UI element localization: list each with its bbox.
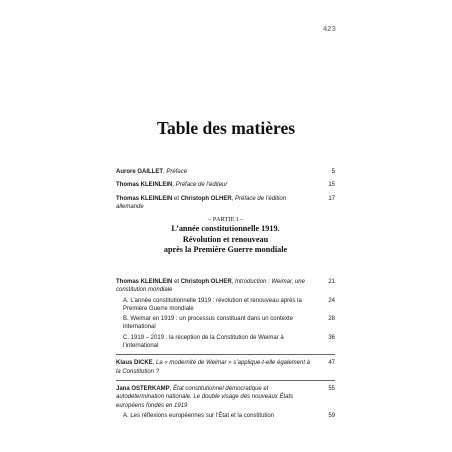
entry-page: 21 — [328, 279, 335, 285]
entry-separator: , — [169, 385, 174, 392]
entry-conjunction: et — [172, 279, 181, 285]
section-divider — [116, 380, 335, 381]
entry-author: Aurore GAILLET — [116, 169, 164, 175]
entry-separator: , — [163, 169, 167, 175]
toc-entry[interactable] — [116, 181, 335, 189]
toc-entry[interactable] — [116, 385, 335, 410]
subentry-text: A. Les réflexions européennes sur l’État et la constitution — [123, 412, 275, 419]
toc-entry[interactable] — [116, 359, 335, 376]
subentry-text: C. 1919 – 2019 : la réception de la Constitution de Weimar à l’international — [123, 334, 284, 350]
subentry-page: 28 — [328, 316, 335, 323]
part-label: – PARTIE I – — [207, 216, 244, 223]
page-number: 423 — [322, 24, 336, 33]
entry-conjunction: et — [172, 195, 181, 202]
entry-page: 15 — [328, 182, 335, 189]
entry-author: Klaus DICKE — [116, 360, 153, 367]
entry-separator: , — [172, 182, 176, 189]
entry-author-2: Christoph OLHER — [180, 279, 232, 285]
subentry-page: 24 — [328, 297, 335, 304]
subentry-page: 36 — [328, 334, 335, 341]
entry-page: 17 — [328, 195, 335, 202]
entry-separator: , — [231, 195, 236, 202]
entry-title: Introduction : Weimar, une constitution mondiale — [116, 279, 305, 294]
entry-title: Préface de l’édition allemande — [116, 195, 287, 210]
front-matter-list — [116, 168, 335, 211]
entry-title: État constitutionnel démocratique et autodétermination nationale. Le double visage des nouveaux États européens fondés en 1919 — [116, 385, 294, 409]
toc-entry[interactable] — [116, 195, 335, 212]
entry-author: Thomas KLEINLEIN — [116, 182, 173, 189]
entry-author: Jana OSTERKAMP — [116, 385, 170, 392]
entry-page: 47 — [328, 360, 335, 367]
entry-page: 55 — [328, 385, 335, 392]
part-heading — [116, 215, 335, 256]
entry-title: La « modernité de Weimar » s’applique-t-elle également à la Constitution ? — [116, 360, 311, 375]
toc-entry[interactable] — [116, 168, 335, 176]
part-title-line: L’année constitutionnelle 1919. — [171, 224, 280, 233]
toc-subentry[interactable] — [116, 412, 335, 420]
entry-separator: , — [231, 279, 236, 285]
part-title-line: après la Première Guerre mondiale — [163, 245, 288, 254]
toc-subentry[interactable] — [116, 334, 335, 351]
subentry-text: A. L’année constitutionnelle 1919 : révolution et renouveau après la Première Guerre mondiale — [123, 297, 302, 312]
entry-page: 5 — [331, 169, 335, 175]
entry-author: Thomas KLEINLEIN — [116, 195, 173, 202]
entry-title: Préface — [166, 169, 188, 175]
toc-entry[interactable] — [116, 278, 335, 295]
subentry-text: B. Weimar en 1919 : un processus constituant dans un contexte international — [123, 316, 293, 331]
entry-title: Préface de l’éditeur — [175, 182, 228, 189]
subentry-page: 59 — [328, 412, 335, 419]
sections-list — [116, 278, 335, 420]
entry-author-2: Christoph OLHER — [180, 195, 232, 202]
page-title: Table des matières — [156, 118, 296, 138]
part-title-line: Révolution et renouveau — [182, 234, 269, 244]
entry-separator: , — [152, 360, 157, 367]
section-divider — [116, 354, 335, 355]
entry-author: Thomas KLEINLEIN — [116, 279, 173, 285]
toc-subentry[interactable] — [116, 315, 335, 332]
toc-subentry[interactable] — [116, 297, 335, 314]
